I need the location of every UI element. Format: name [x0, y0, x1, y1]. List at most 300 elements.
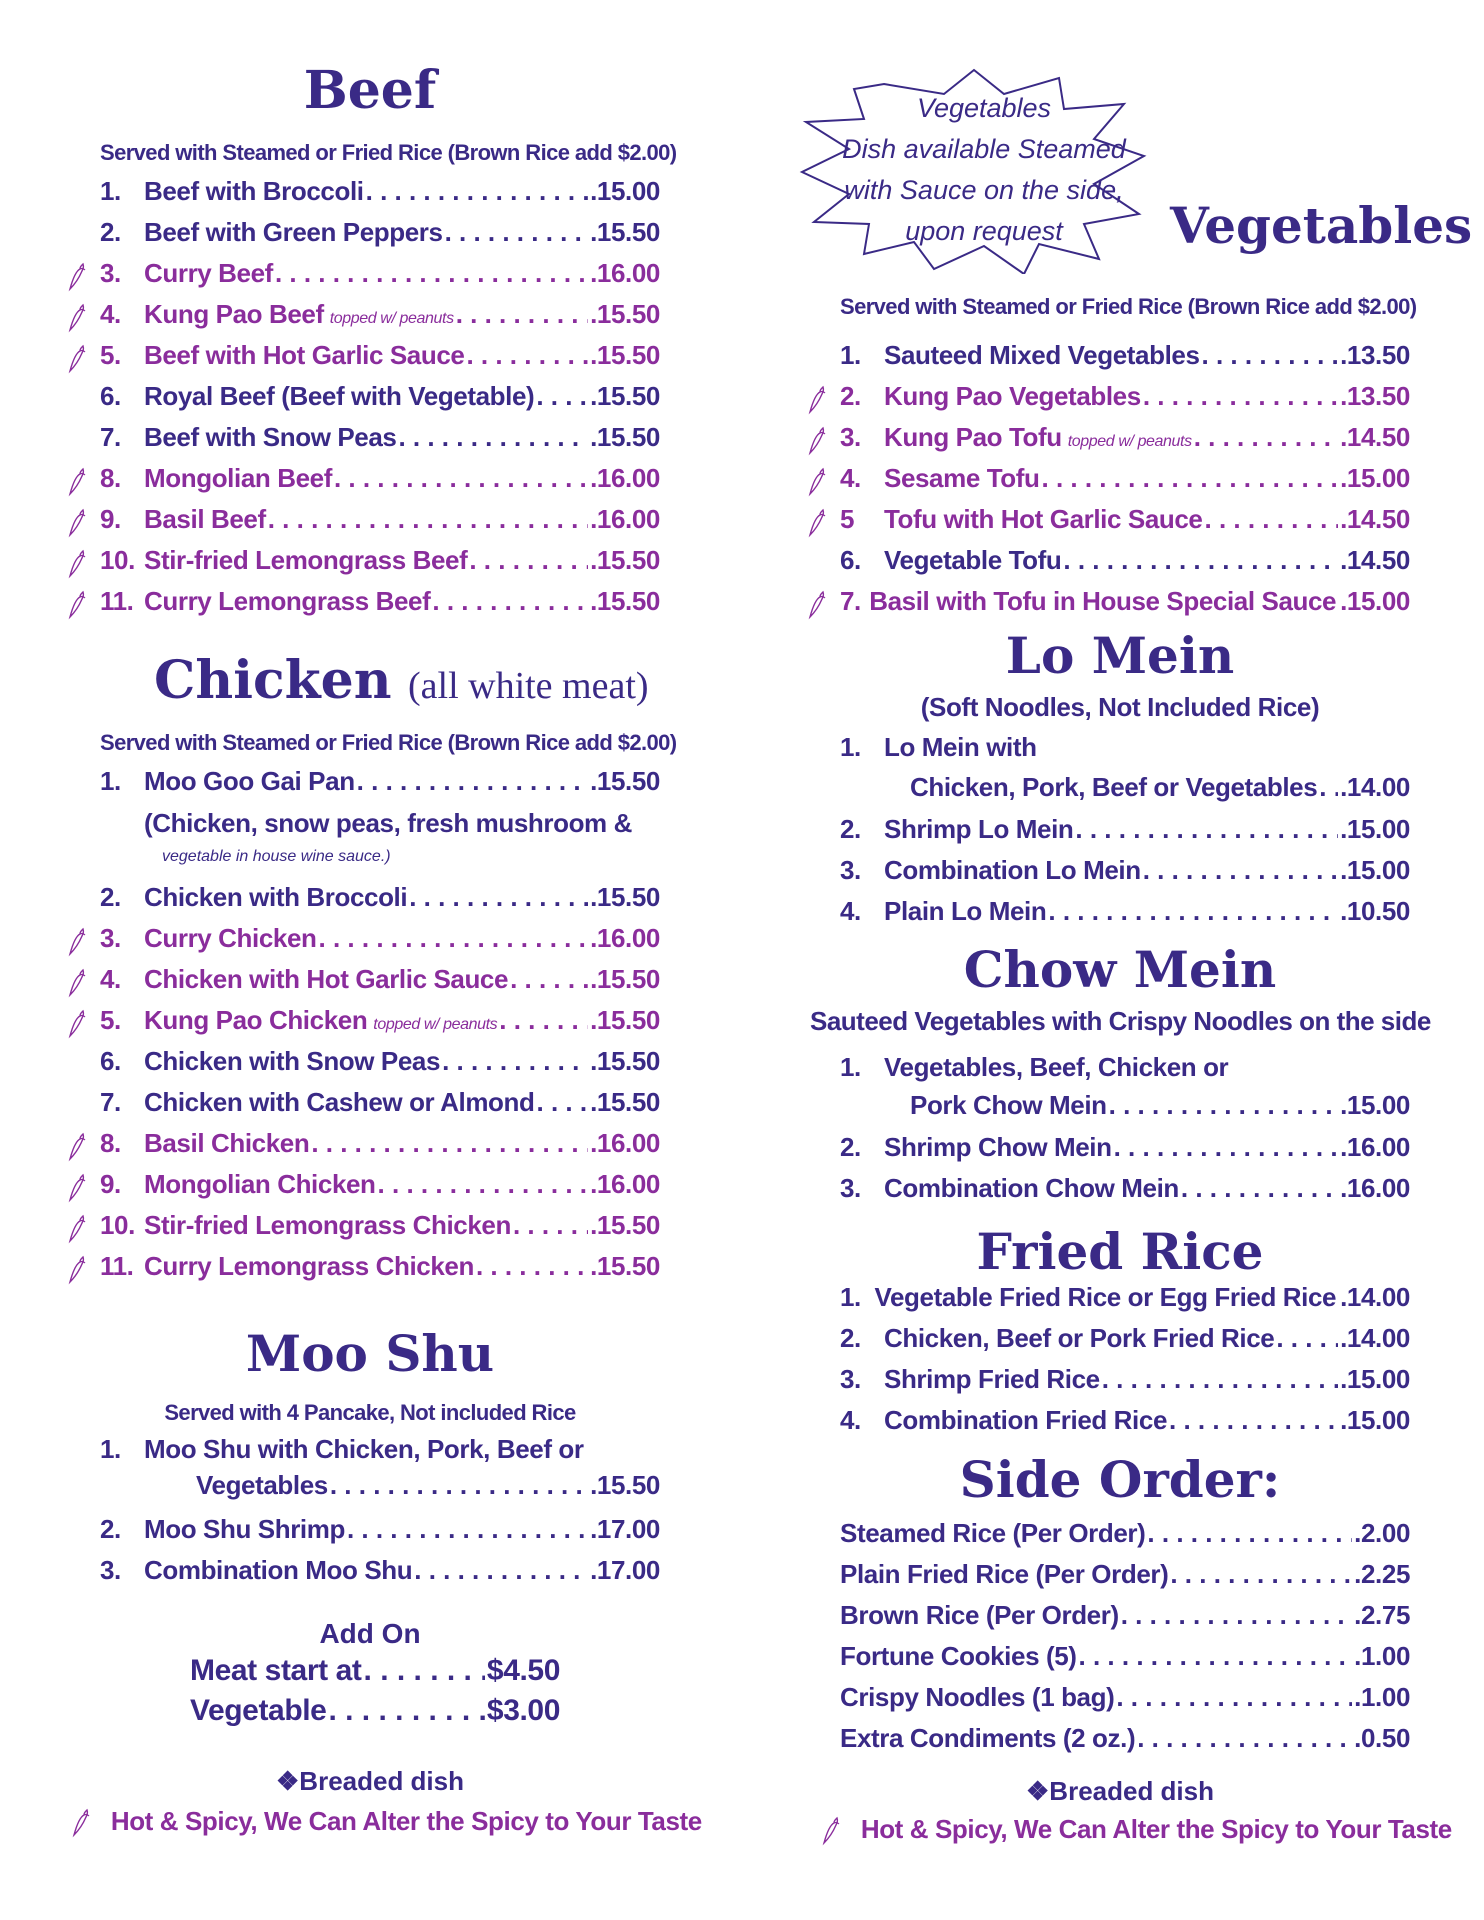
menu-item-row	[840, 1641, 1410, 1679]
item-price: .16.00	[590, 258, 660, 288]
item-number: 11.	[100, 586, 134, 616]
item-name: Extra Condiments (2 oz.)	[840, 1723, 1136, 1753]
dot-leader	[1048, 896, 1338, 927]
item-price: .13.50	[1340, 381, 1410, 411]
menu-item-row	[840, 1559, 1410, 1597]
item-price: .15.50	[590, 217, 660, 247]
hot-pepper-icon	[66, 927, 88, 957]
item-note: topped w/ peanuts	[1067, 433, 1192, 450]
item-number: 7.	[100, 422, 121, 452]
item-number: 9.	[100, 504, 121, 534]
menu-item-row	[100, 766, 660, 804]
item-note: topped w/ peanuts	[373, 1016, 498, 1033]
steamed-option-burst	[794, 64, 1174, 274]
item-price: .16.00	[590, 923, 660, 953]
legend-spicy-right	[820, 1814, 1452, 1846]
item-number: 7.	[840, 586, 861, 616]
burst-line: with Sauce on the side,	[844, 175, 1124, 205]
menu-item-row	[100, 1555, 660, 1593]
menu-item-row	[100, 1514, 660, 1552]
item-price: .14.00	[1340, 1323, 1410, 1353]
dot-leader	[1137, 1723, 1352, 1754]
vegetables-served-note: Served with Steamed or Fried Rice (Brown Rice add $2.00)	[840, 294, 1417, 319]
dot-leader	[275, 258, 588, 289]
item-name-line2: Pork Chow Mein	[910, 1090, 1107, 1120]
dot-leader	[364, 1654, 485, 1688]
chowmein-title: Chow Mein	[963, 940, 1277, 999]
dot-leader	[1194, 422, 1338, 453]
menu-item-row	[100, 1210, 660, 1248]
menu-item-row	[840, 1600, 1410, 1638]
menu-item-row	[840, 1723, 1410, 1761]
item-name: Vegetable Fried Rice or Egg Fried Rice	[874, 1282, 1337, 1312]
item-number: 1.	[840, 1282, 861, 1312]
item-name: Curry Chicken	[144, 923, 317, 953]
menu-item-row	[840, 1364, 1410, 1402]
menu-item-row	[840, 896, 1410, 934]
item-price: .14.50	[1340, 504, 1410, 534]
dot-leader	[1121, 1600, 1352, 1631]
hot-pepper-icon	[806, 508, 828, 538]
item-name: Curry Beef	[144, 258, 273, 288]
item-note: topped w/ peanuts	[329, 310, 454, 327]
dot-leader	[409, 882, 588, 913]
item-name: Crispy Noodles (1 bag)	[840, 1682, 1115, 1712]
item-price: .15.50	[590, 882, 660, 912]
item-name: Fortune Cookies (5)	[840, 1641, 1077, 1671]
item-name-text: Vegetables, Beef, Chicken or	[884, 1052, 1229, 1082]
menu-item-row	[100, 882, 660, 920]
lomein-item-1	[840, 732, 1410, 816]
item-number: 5.	[100, 1005, 121, 1035]
dot-leader	[469, 545, 588, 576]
menu-item-row	[100, 1087, 660, 1125]
item-price: .17.00	[590, 1514, 660, 1544]
item-name: Beef with Snow Peas	[144, 422, 397, 452]
item-name: Shrimp Lo Mein	[884, 814, 1074, 844]
item-name: Plain Fried Rice (Per Order)	[840, 1559, 1169, 1589]
item-price: .15.50	[590, 1046, 660, 1076]
addon-meat-row	[190, 1654, 560, 1692]
addon-vegetable-row	[190, 1694, 560, 1732]
item-number: 1.	[840, 732, 861, 762]
item-price: .1.00	[1354, 1682, 1410, 1712]
item-price: .2.75	[1354, 1600, 1410, 1630]
item-name: Chicken, Beef or Pork Fried Rice	[884, 1323, 1275, 1353]
item-price: .16.00	[590, 504, 660, 534]
item-number: 3.	[840, 1173, 861, 1203]
item-name: Curry Lemongrass Chicken	[144, 1251, 474, 1281]
item-price: .15.50	[590, 1470, 660, 1500]
item-price: .15.50	[590, 1251, 660, 1281]
item-price: .15.50	[590, 766, 660, 796]
item-price: .14.00	[1340, 772, 1410, 802]
item-number: 1.	[840, 1052, 861, 1082]
item-price: .0.50	[1354, 1723, 1410, 1753]
item-name: Kung Pao Beef	[144, 299, 324, 329]
item-name: Stir-fried Lemongrass Beef	[144, 545, 468, 575]
item-number: 6.	[100, 381, 121, 411]
item-price: .16.00	[590, 1169, 660, 1199]
menu-item-row	[840, 855, 1410, 893]
item-price: .17.00	[590, 1555, 660, 1585]
dot-leader	[1202, 340, 1339, 371]
item-name: Chicken with Cashew or Almond	[144, 1087, 535, 1117]
item-name: Basil Beef	[144, 504, 266, 534]
item-name: Kung Pao Chicken	[144, 1005, 368, 1035]
item-name-line2: Vegetables	[196, 1470, 328, 1500]
item-price: .15.00	[1340, 1364, 1410, 1394]
menu-item-row	[840, 1518, 1410, 1556]
menu-item-row	[100, 1046, 660, 1084]
dot-leader	[1063, 545, 1338, 576]
menu-item-row	[100, 545, 660, 583]
dot-leader	[1205, 504, 1339, 535]
item-number: 4.	[100, 964, 121, 994]
dot-leader	[347, 1514, 588, 1545]
item-number: 2.	[840, 381, 861, 411]
item-number: 4.	[840, 1405, 861, 1435]
hot-pepper-icon	[806, 426, 828, 456]
item-number: 3.	[840, 1364, 861, 1394]
hot-pepper-icon	[806, 385, 828, 415]
addon-meat-price: $4.50	[486, 1654, 560, 1687]
item-name: Steamed Rice (Per Order)	[840, 1518, 1146, 1548]
dot-leader	[1109, 1090, 1338, 1121]
sideorder-title: Side Order:	[959, 1450, 1281, 1509]
dot-leader	[432, 586, 588, 617]
item-price: .15.50	[590, 299, 660, 329]
item-number: 4.	[840, 463, 861, 493]
dot-leader	[1143, 381, 1338, 412]
item-number: 5	[840, 504, 855, 534]
hot-pepper-icon	[66, 303, 88, 333]
menu-item-row	[196, 1470, 660, 1508]
burst-line: Dish available Steamed	[842, 134, 1126, 164]
item-number: 3.	[100, 258, 121, 288]
item-number: 1.	[100, 176, 121, 206]
menu-item-row	[100, 381, 660, 419]
legend-pepper-slot	[70, 1808, 104, 1838]
legend-spicy-text: Hot & Spicy, We Can Alter the Spicy to Your Taste	[860, 1814, 1452, 1844]
menu-item-row	[100, 340, 660, 378]
addon-vegetable-price: $3.00	[486, 1694, 560, 1727]
lomein-subtitle: (Soft Noodles, Not Included Rice)	[920, 692, 1320, 722]
item-price: .15.50	[590, 964, 660, 994]
legend-spicy	[70, 1806, 702, 1838]
item-name	[100, 1434, 584, 1465]
item-name: Combination Moo Shu	[144, 1555, 413, 1585]
legend-breaded-right: ❖Breaded dish	[1025, 1776, 1215, 1806]
menu-item-row	[100, 1251, 660, 1289]
menu-item-row	[840, 381, 1410, 419]
dot-leader	[1116, 1682, 1352, 1713]
item-description: (Chicken, snow peas, fresh mushroom &	[144, 808, 632, 838]
item-price: .16.00	[590, 1128, 660, 1158]
menu-item-row	[840, 1323, 1410, 1361]
dot-leader	[1147, 1518, 1352, 1549]
hot-pepper-icon	[66, 549, 88, 579]
hot-pepper-icon	[70, 1808, 92, 1838]
item-price: .15.50	[590, 545, 660, 575]
hot-pepper-icon	[66, 1132, 88, 1162]
item-name: Royal Beef (Beef with Vegetable)	[144, 381, 535, 411]
item-number: 3.	[840, 422, 861, 452]
menu-item-row	[100, 1005, 660, 1043]
item-name: Chicken with Broccoli	[144, 882, 408, 912]
addon-meat-label: Meat start at	[190, 1654, 362, 1687]
item-name: Chicken with Snow Peas	[144, 1046, 441, 1076]
dot-leader	[378, 1169, 589, 1200]
dot-leader	[1319, 772, 1338, 803]
item-name: Chicken with Hot Garlic Sauce	[144, 964, 509, 994]
lomein-item-list	[840, 814, 1410, 944]
mooshu-served-note: Served with 4 Pancake, Not included Rice	[164, 1400, 576, 1425]
hot-pepper-icon	[66, 1173, 88, 1203]
hot-pepper-icon	[66, 467, 88, 497]
item-number: 7.	[100, 1087, 121, 1117]
hot-pepper-icon	[66, 508, 88, 538]
dot-leader	[456, 299, 588, 330]
menu-item-row	[100, 504, 660, 542]
item-price: .14.50	[1340, 422, 1410, 452]
item-name: Mongolian Chicken	[144, 1169, 376, 1199]
dot-leader	[414, 1555, 588, 1586]
menu-item-row	[840, 586, 1410, 624]
dot-leader	[366, 176, 588, 207]
item-number: 4.	[100, 299, 121, 329]
item-name: Mongolian Beef	[144, 463, 332, 493]
item-name: Tofu with Hot Garlic Sauce	[884, 504, 1203, 534]
item-price: .16.00	[1340, 1173, 1410, 1203]
item-number: 9.	[100, 1169, 121, 1199]
menu-item-row	[100, 923, 660, 961]
legend-pepper-slot	[820, 1816, 854, 1846]
dot-leader	[330, 1470, 588, 1501]
dot-leader	[1075, 814, 1338, 845]
item-price: .15.50	[590, 422, 660, 452]
dot-leader	[442, 1046, 588, 1077]
item-number: 2.	[840, 814, 861, 844]
menu-item-row	[840, 545, 1410, 583]
dot-leader	[398, 422, 588, 453]
item-name: Combination Lo Mein	[884, 855, 1141, 885]
dot-leader	[268, 504, 588, 535]
item-number: 10.	[100, 1210, 135, 1240]
item-price: .2.25	[1354, 1559, 1410, 1589]
item-number: 1.	[840, 340, 861, 370]
dot-leader	[328, 1694, 484, 1728]
item-price: .15.00	[1340, 586, 1410, 616]
item-number: 10.	[100, 545, 135, 575]
item-price: .2.00	[1354, 1518, 1410, 1548]
item-number: 4.	[840, 896, 861, 926]
menu-item-row	[100, 463, 660, 501]
menu-item-row	[910, 1090, 1410, 1128]
item-number: 3.	[840, 855, 861, 885]
hot-pepper-icon	[66, 1214, 88, 1244]
item-name: Kung Pao Vegetables	[884, 381, 1141, 411]
hot-pepper-icon	[66, 968, 88, 998]
dot-leader	[357, 766, 588, 797]
item-name: Sauteed Mixed Vegetables	[884, 340, 1200, 370]
legend-breaded: ❖Breaded dish	[275, 1766, 465, 1796]
item-price: .10.50	[1340, 896, 1410, 926]
item-name: Beef with Broccoli	[144, 176, 364, 206]
hot-pepper-icon	[820, 1816, 842, 1846]
item-price: .15.50	[590, 340, 660, 370]
item-name	[840, 732, 1037, 763]
dot-leader	[1276, 1323, 1338, 1354]
menu-item-row	[100, 422, 660, 460]
mooshu-item-1	[100, 1434, 660, 1514]
item-price: .15.00	[590, 176, 660, 206]
item-price: .14.00	[1340, 1282, 1410, 1312]
item-number: 1.	[100, 766, 121, 796]
dot-leader	[1143, 855, 1338, 886]
item-name: Basil Chicken	[144, 1128, 310, 1158]
item-name-text: Moo Shu with Chicken, Pork, Beef or	[144, 1434, 584, 1464]
beef-title: Beef	[303, 60, 437, 121]
item-name: Curry Lemongrass Beef	[144, 586, 431, 616]
item-name	[840, 1052, 1228, 1083]
item-number: 2.	[100, 882, 121, 912]
dot-leader	[513, 1210, 588, 1241]
item-price: .13.50	[1340, 340, 1410, 370]
menu-item-row	[840, 1682, 1410, 1720]
hot-pepper-icon	[806, 590, 828, 620]
legend-spicy-text: Hot & Spicy, We Can Alter the Spicy to Your Taste	[110, 1806, 702, 1836]
beef-served-note: Served with Steamed or Fried Rice (Brown Rice add $2.00)	[100, 140, 677, 165]
menu-item-row	[840, 422, 1410, 460]
item-price: .15.00	[1340, 463, 1410, 493]
item-number: 6.	[100, 1046, 121, 1076]
item-price: .15.50	[590, 586, 660, 616]
item-price: .15.50	[590, 381, 660, 411]
dot-leader	[1170, 1559, 1352, 1590]
item-price: .15.00	[1340, 814, 1410, 844]
item-price: .15.00	[1340, 1090, 1410, 1120]
menu-item-row	[100, 258, 660, 296]
friedrice-title: Fried Rice	[976, 1222, 1264, 1281]
item-price: .15.50	[590, 1210, 660, 1240]
chowmein-item-list	[840, 1132, 1410, 1222]
item-number: 2.	[840, 1323, 861, 1353]
item-number: 5.	[100, 340, 121, 370]
menu-item-row	[100, 1128, 660, 1166]
menu-item-row	[840, 1405, 1410, 1443]
item-name-text: Lo Mein with	[884, 732, 1037, 762]
menu-item-row	[100, 299, 660, 337]
item-price: .15.50	[590, 1087, 660, 1117]
item-name: Sesame Tofu	[884, 463, 1040, 493]
menu-item-row	[840, 504, 1410, 542]
menu-item-row	[840, 1282, 1410, 1320]
menu-item-row	[840, 340, 1410, 378]
item-name: Beef with Hot Garlic Sauce	[144, 340, 465, 370]
dot-leader	[1102, 1364, 1338, 1395]
mooshu-title: Moo Shu	[245, 1324, 495, 1383]
burst-line: upon request	[905, 216, 1063, 246]
lomein-title: Lo Mein	[1005, 626, 1235, 685]
item-description-detail: vegetable in house wine sauce.)	[162, 848, 391, 865]
hot-pepper-icon	[66, 1255, 88, 1285]
chowmein-item-1	[840, 1052, 1410, 1136]
item-name-line2: Chicken, Pork, Beef or Vegetables	[910, 772, 1318, 802]
chicken-title: Chicken	[154, 650, 392, 711]
item-name: Beef with Green Peppers	[144, 217, 443, 247]
menu-item-row	[100, 176, 660, 214]
hot-pepper-icon	[66, 1009, 88, 1039]
dot-leader	[1181, 1173, 1338, 1204]
menu-item-row	[840, 463, 1410, 501]
menu-item-row	[100, 586, 660, 624]
item-number: 8.	[100, 463, 121, 493]
dot-leader	[537, 1087, 589, 1118]
item-name: Stir-fried Lemongrass Chicken	[144, 1210, 511, 1240]
burst-line: Vegetables	[916, 93, 1052, 123]
dot-leader	[334, 463, 588, 494]
item-name: Combination Fried Rice	[884, 1405, 1168, 1435]
item-price: .16.00	[590, 463, 660, 493]
menu-item-row	[100, 1169, 660, 1207]
item-price: .14.50	[1340, 545, 1410, 575]
dot-leader	[311, 1128, 588, 1159]
vegetables-item-list	[840, 340, 1410, 620]
mooshu-item-list	[100, 1514, 660, 1594]
beef-item-list	[100, 176, 660, 616]
item-price: .1.00	[1354, 1641, 1410, 1671]
item-name: Combination Chow Mein	[884, 1173, 1179, 1203]
item-number: 8.	[100, 1128, 121, 1158]
menu-item-row	[100, 217, 660, 255]
dot-leader	[466, 340, 588, 371]
hot-pepper-icon	[66, 590, 88, 620]
item-name: Kung Pao Tofu	[884, 422, 1062, 452]
item-price: .15.00	[1340, 1405, 1410, 1435]
menu-item-row	[910, 772, 1410, 810]
item-number: 2.	[100, 217, 121, 247]
dot-leader	[319, 923, 589, 954]
dot-leader	[476, 1251, 588, 1282]
sideorder-item-list	[840, 1518, 1410, 1778]
addon-vegetable-label: Vegetable	[190, 1694, 327, 1727]
item-number: 3.	[100, 1555, 121, 1585]
item-name: Shrimp Chow Mein	[884, 1132, 1112, 1162]
dot-leader	[1169, 1405, 1338, 1436]
addon-title: Add On	[319, 1618, 421, 1649]
dot-leader	[1079, 1641, 1353, 1672]
hot-pepper-icon	[66, 344, 88, 374]
item-price: .15.50	[590, 1005, 660, 1035]
menu-item-row	[840, 814, 1410, 852]
vegetables-title: Vegetables	[1170, 196, 1473, 255]
item-number: 2.	[100, 1514, 121, 1544]
chicken-served-note: Served with Steamed or Fried Rice (Brown Rice add $2.00)	[100, 730, 677, 755]
item-number: 3.	[100, 923, 121, 953]
item-price: .15.00	[1340, 855, 1410, 885]
dot-leader	[536, 381, 588, 412]
burst-text	[794, 88, 1174, 252]
chowmein-subtitle: Sauteed Vegetables with Crispy Noodles on the side	[810, 1006, 1431, 1036]
dot-leader	[1042, 463, 1339, 494]
hot-pepper-icon	[806, 467, 828, 497]
dot-leader	[1114, 1132, 1339, 1163]
item-name: Shrimp Fried Rice	[884, 1364, 1100, 1394]
item-price: .16.00	[1340, 1132, 1410, 1162]
item-number: 11.	[100, 1251, 134, 1281]
chicken-title-suffix: (all white meat)	[407, 665, 649, 707]
